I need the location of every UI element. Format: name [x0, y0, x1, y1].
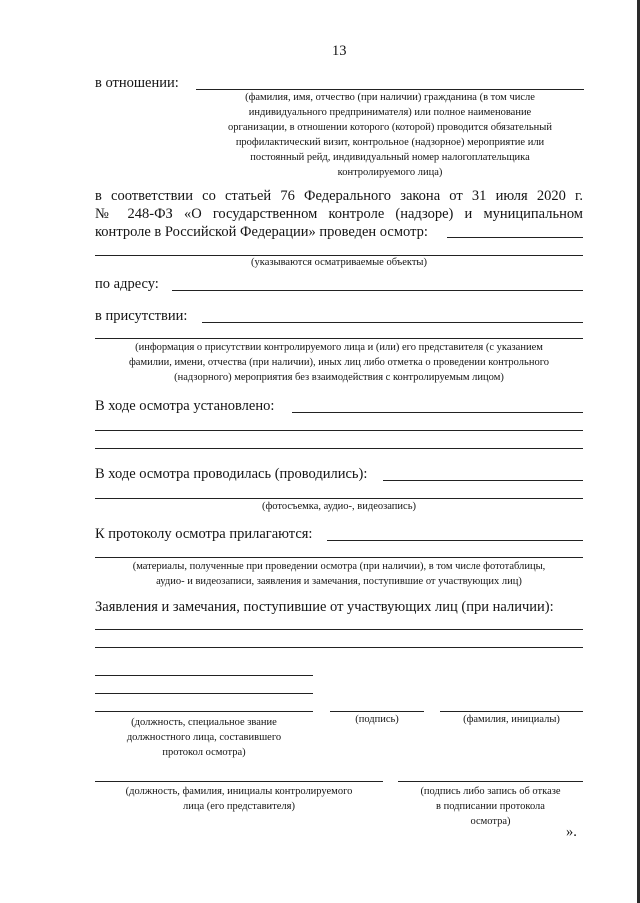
presence-line-1	[202, 322, 583, 323]
official-name-line	[440, 711, 583, 712]
presence-line-2	[95, 338, 583, 339]
presence-label: в присутствии:	[95, 308, 188, 324]
page-number: 13	[332, 43, 347, 59]
attachments-caption: (материалы, полученные при проведении осмотра (при наличии), в том числе фототаблицы, аудио- и видеозаписи, заявления и замечания, поступившие от участвующих лиц)	[132, 561, 546, 587]
objects-line-2	[95, 255, 583, 256]
regarding-label: в отношении:	[95, 75, 179, 91]
established-line-1	[292, 412, 583, 413]
attachments-line-1	[327, 540, 583, 541]
statements-line-1	[95, 629, 583, 630]
conducted-label: В ходе осмотра проводилась (проводились):	[95, 466, 368, 482]
attachments-label: К протоколу осмотра прилагаются:	[95, 526, 313, 542]
conducted-line-1	[383, 480, 583, 481]
controlled-position-line	[95, 781, 383, 782]
established-label: В ходе осмотра установлено:	[95, 398, 275, 414]
regarding-caption: (фамилия, имя, отчество (при наличии) гражданина (в том числе индивидуального предпринимателя) или полное наименование организации, в отношении которого (которой) проводится обязательный профилактический визит, контрольное (надзорное) мероприятие или постоянный рейд, индивидуальный номер налогоплательщика контролируемого лица)	[228, 92, 552, 178]
statements-line-2	[95, 647, 583, 648]
closing-mark: ».	[566, 824, 577, 840]
controlled-position-caption: (должность, фамилия, инициалы контролируемого лица (его представителя)	[125, 786, 353, 812]
official-signature-caption: (подпись)	[355, 714, 399, 725]
official-name-caption: (фамилия, инициалы)	[463, 714, 560, 725]
address-line	[172, 290, 583, 291]
conducted-caption: (фотосъемка, аудио-, видеозапись)	[262, 501, 416, 512]
controlled-signature-line	[398, 781, 583, 782]
official-position-caption: (должность, специальное звание должностного лица, составившего протокол осмотра)	[126, 717, 282, 758]
official-position-line-2	[95, 693, 313, 694]
objects-caption: (указываются осматриваемые объекты)	[251, 257, 427, 268]
official-signature-line	[330, 711, 424, 712]
conducted-line-2	[95, 498, 583, 499]
legal-basis-line-3: контроле в Российской Федерации» проведен осмотр:	[95, 224, 428, 240]
presence-caption: (информация о присутствии контролируемого лица и (или) его представителя (с указанием фамилии, имени, отчества (при наличии), иных лиц либо отметка о проведении контрольного (надзорного) мероприятия без взаимодействия с контролируемым лицом)	[128, 342, 549, 383]
legal-basis-line-2: № 248-ФЗ «О государственном контроле (надзоре) и муниципальном	[95, 206, 583, 222]
official-position-line-1	[95, 675, 313, 676]
objects-line-1	[447, 237, 583, 238]
established-line-3	[95, 448, 583, 449]
statements-label: Заявления и замечания, поступившие от участвующих лиц (при наличии):	[95, 599, 554, 615]
legal-basis-line-1: в соответствии со статьей 76 Федерального закона от 31 июля 2020 г.	[95, 188, 583, 204]
established-line-2	[95, 430, 583, 431]
attachments-line-2	[95, 557, 583, 558]
address-label: по адресу:	[95, 276, 159, 292]
official-position-line-3	[95, 711, 313, 712]
controlled-signature-caption: (подпись либо запись об отказе в подписании протокола осмотра)	[420, 786, 561, 827]
